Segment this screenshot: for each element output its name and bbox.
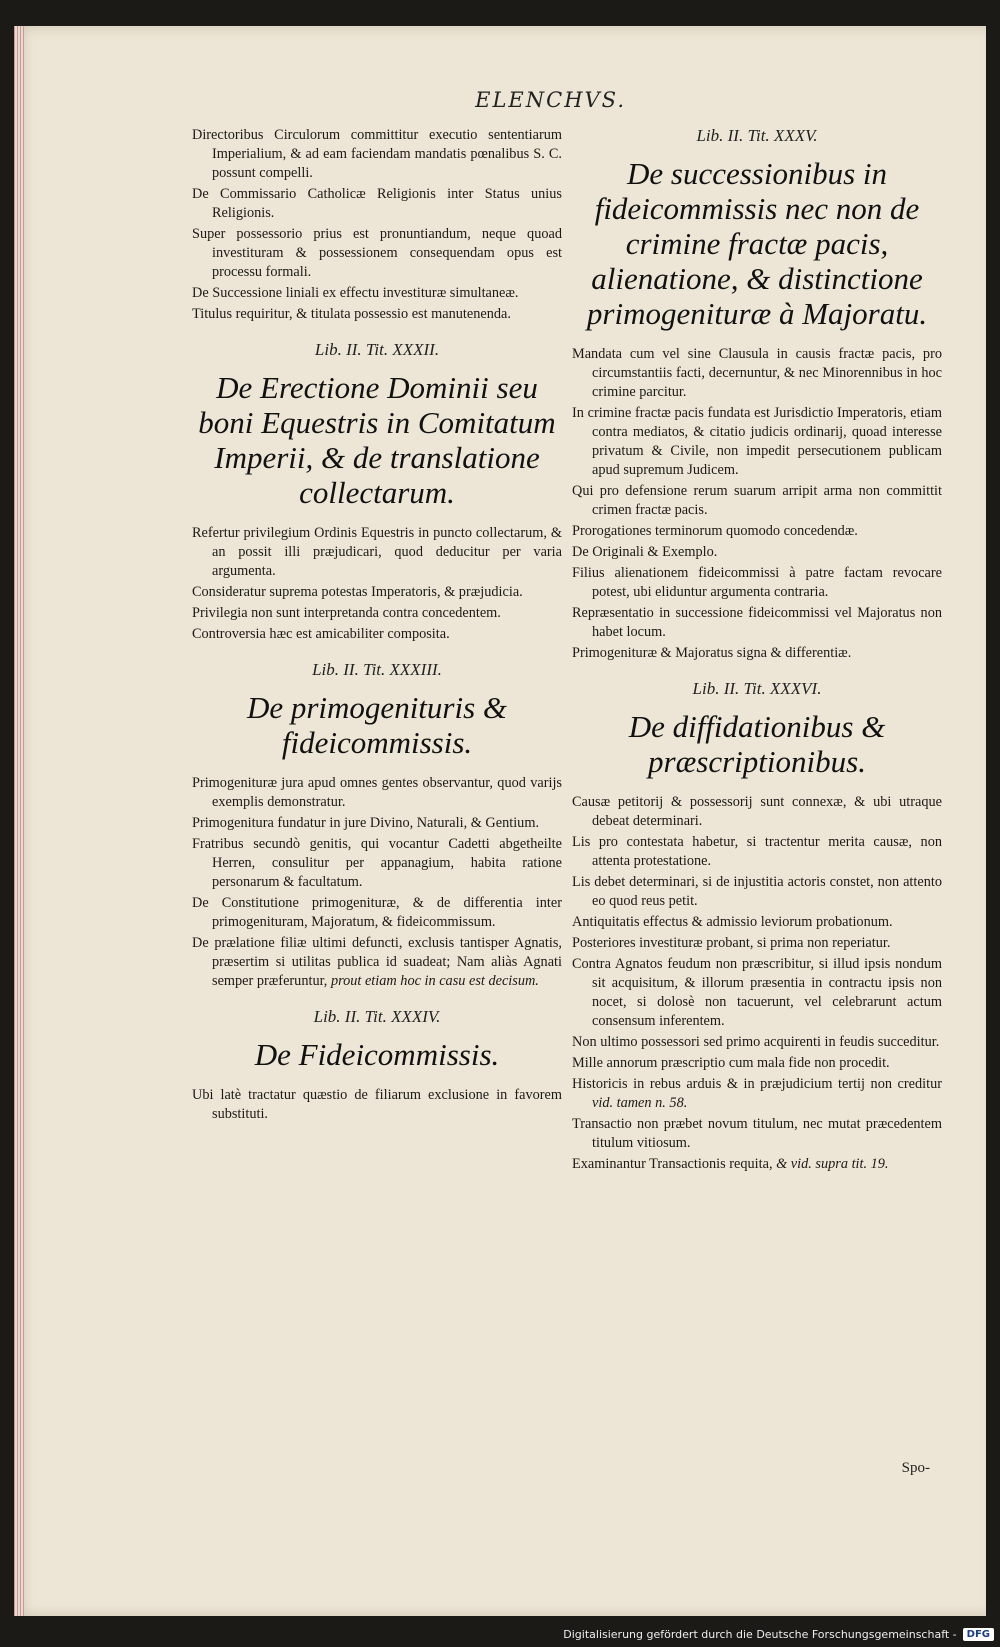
title-number-34: Lib. II. Tit. XXXIV.: [313, 1007, 441, 1026]
entry: Mille annorum præscriptio cum mala fide non procedit.: [572, 1055, 890, 1071]
entry: Refertur privilegium Ordinis Equestris in puncto collectarum, & an possit illi præjudicari, quod deducitur per varia argumenta.: [192, 525, 562, 579]
title-number-32: Lib. II. Tit. XXXII.: [314, 340, 440, 359]
entry: Filius alienationem fideicommissi à patre factam revocare potest, ubi eliduntur argumenta contraria.: [572, 565, 942, 600]
entry: Repræsentatio in successione fideicommissi vel Majoratus non habet locum.: [572, 605, 942, 640]
right-column: [572, 126, 942, 1176]
entry: Antiquitatis effectus & admissio leviorum probationum.: [572, 914, 893, 930]
left-column: [192, 126, 562, 1126]
intro-entry: Titulus requiritur, & titulata possessio est manutenenda.: [192, 306, 511, 322]
title-number-33: Lib. II. Tit. XXXIII.: [312, 660, 442, 679]
page-edge: [14, 26, 24, 1616]
entry: De Constitutione primogenituræ, & de differentia inter primogenituram, Majoratum, & fideicommissum.: [192, 895, 562, 930]
entry-italic: vid. tamen n. 58.: [592, 1095, 688, 1111]
entry: [572, 1155, 942, 1174]
entry: Primogenituræ jura apud omnes gentes observantur, quod varijs exemplis demonstratur.: [192, 775, 562, 810]
entry-text: Examinantur Transactionis requita,: [572, 1156, 773, 1172]
entry-italic: prout etiam hoc in casu est decisum.: [330, 973, 539, 989]
catchword: Spo-: [901, 1460, 930, 1476]
entry: Primogenitura fundatur in jure Divino, Naturali, & Gentium.: [192, 815, 540, 831]
title-number-35: Lib. II. Tit. XXXV.: [696, 126, 818, 145]
entry: Controversia hæc est amicabiliter composita.: [192, 626, 450, 642]
entry: Lis pro contestata habetur, si tractentur merita causæ, non attenta protestatione.: [572, 834, 942, 869]
entry-text: De prælatione filiæ ultimi defuncti, exclusis tantisper Agnatis, præsertim si utilitas publica id suadeat; Nam aliàs Agnati semper præferuntur,: [192, 935, 562, 989]
entry: Primogenituræ & Majoratus signa & differentiæ.: [572, 645, 852, 661]
intro-entry: Directoribus Circulorum committitur executio sententiarum Imperialium, & ad eam faciendam mandatis pœnalibus S. C. possunt compelli.: [192, 127, 562, 181]
section-heading-36: De diffidationibus & præscriptionibus.: [628, 709, 886, 779]
intro-entry: De Successione liniali ex effectu investituræ simultaneæ.: [192, 285, 519, 301]
entry: Ubi latè tractatur quæstio de filiarum exclusione in favorem substituti.: [192, 1087, 562, 1122]
entry: In crimine fractæ pacis fundata est Jurisdictio Imperatoris, etiam contra mediatos, & citatio judicis ordinarij, quoad interesse privatum & Civile, non impedit persecutionem publicam apud supremum Judicem.: [572, 405, 942, 478]
entry: [192, 934, 562, 991]
entry: Causæ petitorij & possessorij sunt connexæ, & ubi utraque debeat determinari.: [572, 794, 942, 829]
entry: Lis debet determinari, si de injustitia actoris constet, non attento eo quod reus petit.: [572, 874, 942, 909]
entry: De Originali & Exemplo.: [572, 544, 718, 560]
entry: Prorogationes terminorum quomodo concedendæ.: [572, 523, 858, 539]
entry: [572, 1075, 942, 1113]
entry: Non ultimo possessori sed primo acquirenti in feudis succeditur.: [572, 1034, 940, 1050]
digitization-footer: [0, 1621, 1000, 1647]
footer-text: Digitalisierung gefördert durch die Deutsche Forschungsgemeinschaft -: [563, 1627, 957, 1641]
entry: Qui pro defensione rerum suarum arripit arma non committit crimen fractæ pacis.: [572, 483, 942, 518]
entry: Mandata cum vel sine Clausula in causis fractæ pacis, pro circumstantiis facti, decernuntur, & nec Minorennibus in hoc crimine parcitur.: [572, 346, 942, 400]
section-heading-32: De Erectione Dominii seu boni Equestris in Comitatum Imperii, & de translatione collectarum.: [198, 370, 556, 510]
entry-italic: & vid. supra tit. 19.: [776, 1156, 889, 1172]
entry: Transactio non præbet novum titulum, nec mutat præcedentem titulum vitiosum.: [572, 1116, 942, 1151]
intro-entry: De Commissario Catholicæ Religionis inter Status unius Religionis.: [192, 186, 562, 221]
entry: Posteriores investituræ probant, si prima non reperiatur.: [572, 935, 891, 951]
entry: Contra Agnatos feudum non præscribitur, si illud ipsis nondum sit acquisitum, & illorum præsentia in contractu ipsis non nocet, si dolosè non tacuerunt, vel celebrarunt actum consensum inferentem.: [572, 956, 942, 1029]
entry: Consideratur suprema potestas Imperatoris, & præjudicia.: [192, 584, 523, 600]
section-heading-34: De Fideicommissis.: [254, 1037, 500, 1072]
entry: Fratribus secundò genitis, qui vocantur Cadetti abgetheilte Herren, consulitur per appanagium, habita ratione personarum & facultatum.: [192, 836, 562, 890]
title-number-36: Lib. II. Tit. XXXVI.: [692, 679, 822, 698]
section-heading-33: De primogenituris & fideicommissis.: [246, 690, 508, 760]
entry-text: Historicis in rebus arduis & in præjudicium tertij non creditur: [572, 1076, 942, 1092]
section-heading-35: De successionibus in fideicommissis nec non de crimine fractæ pacis, alienatione, & distinctione primogenituræ à Majoratu.: [586, 156, 928, 331]
running-head: ELENCHVS.: [475, 88, 626, 112]
dfg-logo-icon: DFG: [963, 1628, 994, 1641]
book-page: [14, 26, 986, 1616]
entry: Privilegia non sunt interpretanda contra concedentem.: [192, 605, 501, 621]
intro-entry: Super possessorio prius est pronuntiandum, neque quoad investituram & possessionem consequendam opus est processu formali.: [192, 226, 562, 280]
